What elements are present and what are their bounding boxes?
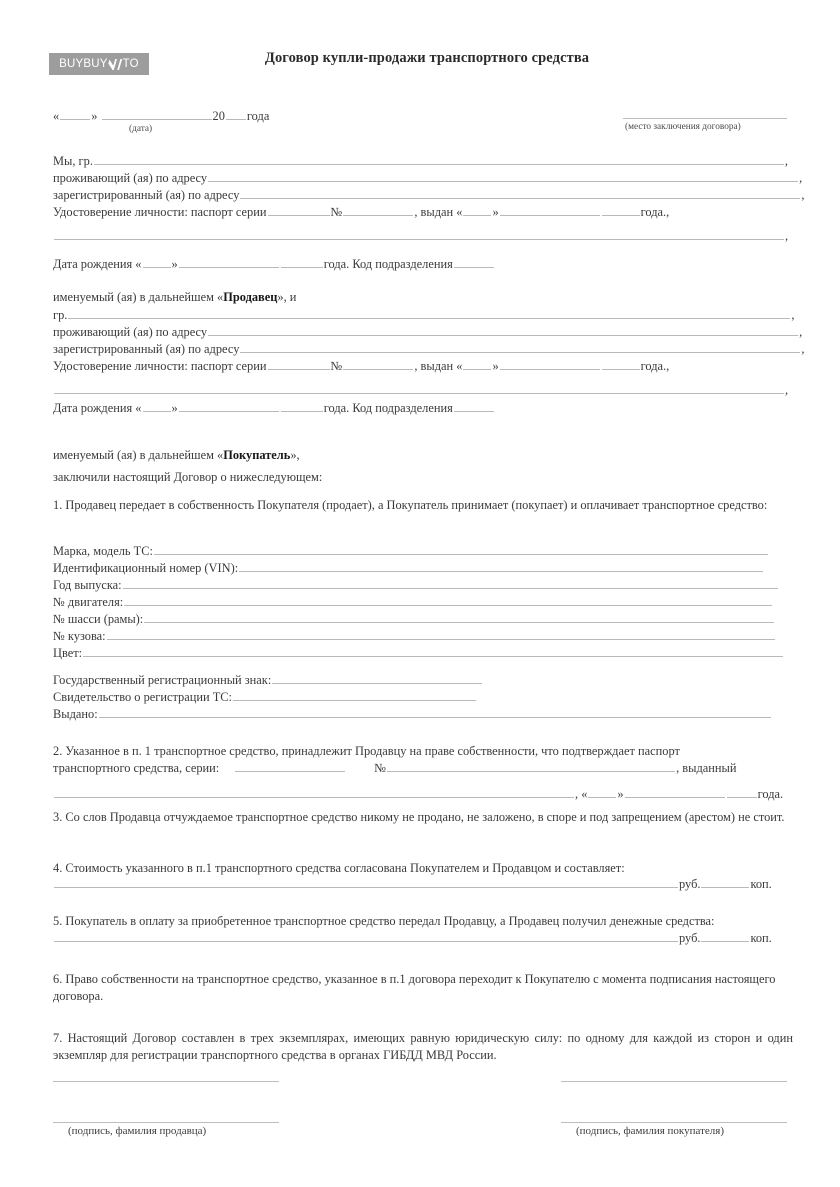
vehicle-field-chassis-blank[interactable] bbox=[144, 611, 774, 623]
seller-birth-day-blank[interactable] bbox=[143, 256, 171, 268]
seller-residing-label: проживающий (ая) по адресу bbox=[53, 171, 208, 185]
clause-2-number-sign: № bbox=[374, 761, 387, 775]
buyer-birth-quote-close: » bbox=[171, 401, 178, 415]
buyer-named-prefix: именуемый (ая) в дальнейшем « bbox=[53, 448, 224, 462]
seller-birth-line bbox=[53, 256, 495, 272]
registration-field-certificate bbox=[53, 689, 477, 705]
buyer-residing-comma: , bbox=[799, 325, 803, 339]
seller-named-suffix: », и bbox=[277, 290, 297, 304]
seller-registered-line bbox=[53, 187, 805, 203]
pts-day-blank[interactable] bbox=[588, 786, 616, 798]
seller-birth-year-word: года. Код подразделения bbox=[323, 257, 453, 271]
seller-subdivision-code-blank[interactable] bbox=[454, 256, 494, 268]
vehicle-field-body bbox=[53, 628, 776, 644]
registration-field-plate bbox=[53, 672, 483, 688]
buyer-id-line bbox=[53, 358, 669, 374]
clause-4-rub-label: руб. bbox=[679, 877, 701, 891]
seller-signature-rule-top[interactable] bbox=[53, 1081, 279, 1082]
seller-named-line bbox=[53, 290, 296, 305]
buyer-gr-label: гр. bbox=[53, 308, 68, 322]
clause-2-issued-by: , выданный bbox=[676, 761, 737, 775]
clause-2-year-word: года. bbox=[757, 787, 784, 801]
vehicle-field-body-label: № кузова: bbox=[53, 629, 106, 643]
buyer-passport-series-blank[interactable] bbox=[268, 358, 330, 370]
seller-we-label: Мы, гр. bbox=[53, 154, 93, 168]
date-quote-close: » bbox=[91, 109, 98, 123]
clause-5-kop-label: коп. bbox=[750, 931, 772, 945]
seller-birth-label: Дата рождения « bbox=[53, 257, 142, 271]
vehicle-field-vin bbox=[53, 560, 764, 576]
vehicle-field-engine bbox=[53, 594, 773, 610]
clause-2-series-label: транспортного средства, серии: bbox=[53, 761, 220, 775]
year-prefix: 20 bbox=[212, 109, 225, 123]
vehicle-field-body-blank[interactable] bbox=[107, 628, 775, 640]
vehicle-field-engine-blank[interactable] bbox=[124, 594, 772, 606]
registration-field-issued-label: Выдано: bbox=[53, 707, 98, 721]
pts-year-blank[interactable] bbox=[727, 786, 757, 798]
buyer-subdivision-code-blank[interactable] bbox=[454, 400, 494, 412]
paid-kopeck-blank[interactable] bbox=[701, 930, 749, 942]
seller-residing-comma: , bbox=[799, 171, 803, 185]
vehicle-field-brand-label: Марка, модель ТС: bbox=[53, 544, 153, 558]
vehicle-field-year-label: Год выпуска: bbox=[53, 578, 122, 592]
buyer-issued-label: , выдан « bbox=[414, 359, 463, 373]
clause-6-text: 6. Право собственности на транспортное средство, указанное в п.1 договора переходит к Покупателю с момента подписания настоящего договора. bbox=[53, 972, 776, 1003]
seller-id-line bbox=[53, 204, 669, 220]
buyer-issuer-comma: , bbox=[785, 383, 789, 397]
vehicle-field-brand bbox=[53, 543, 769, 559]
buyer-registered-label: зарегистрированный (ая) по адресу bbox=[53, 342, 240, 356]
date-quote-open: « bbox=[53, 109, 60, 123]
logo-text-left: BUYBUY bbox=[59, 58, 108, 70]
buyer-signature-caption: (подпись, фамилия покупателя) bbox=[576, 1125, 725, 1137]
buyer-issue-quote-close: » bbox=[492, 359, 499, 373]
buyer-role-label: Покупатель bbox=[223, 448, 291, 462]
seller-issue-year-word: года., bbox=[640, 205, 670, 219]
place-caption: (место заключения договора) bbox=[625, 122, 741, 132]
registration-field-plate-blank[interactable] bbox=[272, 672, 482, 684]
buyer-birth-year-blank[interactable] bbox=[281, 400, 323, 412]
date-line bbox=[53, 108, 269, 124]
clause-3-text: 3. Со слов Продавца отчуждаемое транспортное средство никому не продано, не заложено, в споре и под запрещением (арестом) не стоит. bbox=[53, 810, 785, 824]
pts-month-blank[interactable] bbox=[625, 786, 725, 798]
seller-name-blank[interactable] bbox=[94, 153, 784, 165]
seller-registered-comma: , bbox=[801, 188, 805, 202]
buyer-birth-day-blank[interactable] bbox=[143, 400, 171, 412]
seller-birth-quote-close: » bbox=[171, 257, 178, 271]
vehicle-field-chassis-label: № шасси (рамы): bbox=[53, 612, 144, 626]
clause-5-rub-label: руб. bbox=[679, 931, 701, 945]
registration-field-certificate-blank[interactable] bbox=[233, 689, 476, 701]
concluded-line: заключили настоящий Договор о нижеследующем: bbox=[53, 470, 323, 484]
seller-signature-rule[interactable] bbox=[53, 1122, 279, 1123]
vehicle-field-color-label: Цвет: bbox=[53, 646, 83, 660]
buyer-residing-blank[interactable] bbox=[208, 324, 798, 336]
clause-5-text: 5. Покупатель в оплату за приобретенное транспортное средство передал Продавцу, а Продавец получил денежные средства: bbox=[53, 914, 715, 928]
buyer-residing-line bbox=[53, 324, 802, 340]
seller-issue-day-blank[interactable] bbox=[463, 204, 491, 216]
seller-issued-label: , выдан « bbox=[414, 205, 463, 219]
vehicle-field-year-blank[interactable] bbox=[123, 577, 778, 589]
clause-2-line-1: 2. Указанное в п. 1 транспортное средство, принадлежит Продавцу на праве собственности, что подтверждает паспорт bbox=[53, 744, 680, 758]
buyer-birth-line bbox=[53, 400, 495, 416]
buyer-issue-month-blank[interactable] bbox=[500, 358, 600, 370]
seller-we-line bbox=[53, 153, 788, 169]
seller-issuer-blank[interactable] bbox=[54, 228, 784, 240]
seller-birth-month-blank[interactable] bbox=[179, 256, 279, 268]
vehicle-field-year bbox=[53, 577, 779, 593]
vehicle-field-engine-label: № двигателя: bbox=[53, 595, 124, 609]
buyer-name-blank[interactable] bbox=[68, 307, 790, 319]
date-caption: (дата) bbox=[129, 124, 153, 134]
vehicle-field-brand-blank[interactable] bbox=[154, 543, 768, 555]
buyer-issuer-line bbox=[53, 382, 788, 398]
vehicle-field-vin-label: Идентификационный номер (VIN): bbox=[53, 561, 239, 575]
document-header bbox=[0, 0, 840, 95]
buyer-birth-label: Дата рождения « bbox=[53, 401, 142, 415]
seller-role-label: Продавец bbox=[223, 290, 278, 304]
pts-issuer-blank[interactable] bbox=[54, 786, 574, 798]
seller-number-sign: № bbox=[330, 205, 343, 219]
paid-amount-blank[interactable] bbox=[54, 930, 678, 942]
seller-passport-number-blank[interactable] bbox=[343, 204, 413, 216]
buyer-registered-line bbox=[53, 341, 805, 357]
vehicle-field-color bbox=[53, 645, 784, 661]
month-blank[interactable] bbox=[102, 108, 212, 120]
clause-4-kop-label: коп. bbox=[750, 877, 772, 891]
buyer-issue-year-blank[interactable] bbox=[602, 358, 640, 370]
price-kopeck-blank[interactable] bbox=[701, 876, 749, 888]
seller-issuer-line bbox=[53, 228, 788, 244]
day-blank[interactable] bbox=[60, 108, 90, 120]
seller-named-prefix: именуемый (ая) в дальнейшем « bbox=[53, 290, 224, 304]
logo-text-right: TO bbox=[122, 58, 139, 70]
seller-registered-label: зарегистрированный (ая) по адресу bbox=[53, 188, 240, 202]
pts-series-blank[interactable] bbox=[235, 760, 345, 772]
registration-field-issued bbox=[53, 706, 772, 722]
vehicle-field-vin-blank[interactable] bbox=[239, 560, 763, 572]
buyer-passport-number-blank[interactable] bbox=[343, 358, 413, 370]
clause-5-amount-line bbox=[53, 930, 772, 946]
buyer-gr-comma: , bbox=[791, 308, 795, 322]
clause-2-line-2 bbox=[53, 760, 736, 776]
registration-field-issued-blank[interactable] bbox=[99, 706, 771, 718]
buyer-id-label: Удостоверение личности: паспорт серии bbox=[53, 359, 267, 373]
year-word: года bbox=[246, 109, 270, 123]
buyer-number-sign: № bbox=[330, 359, 343, 373]
buyer-birth-year-word: года. Код подразделения bbox=[323, 401, 453, 415]
buyer-signature-rule[interactable] bbox=[561, 1122, 787, 1123]
clause-1-text: 1. Продавец передает в собственность Покупателя (продает), а Покупатель принимает (покупает) и оплачивает транспортное средство: bbox=[53, 498, 768, 512]
registration-field-certificate-label: Свидетельство о регистрации ТС: bbox=[53, 690, 232, 704]
buyer-named-suffix: », bbox=[290, 448, 300, 462]
seller-id-label: Удостоверение личности: паспорт серии bbox=[53, 205, 267, 219]
clause-4-text: 4. Стоимость указанного в п.1 транспортного средства согласована Покупателем и Продавцом и составляет: bbox=[53, 861, 625, 875]
seller-we-comma: , bbox=[784, 154, 789, 168]
buyer-named-line bbox=[53, 448, 300, 463]
registration-field-plate-label: Государственный регистрационный знак: bbox=[53, 673, 272, 687]
place-rule[interactable] bbox=[623, 118, 787, 119]
price-amount-blank[interactable] bbox=[54, 876, 678, 888]
buyer-issue-year-word: года., bbox=[640, 359, 670, 373]
buyer-issue-day-blank[interactable] bbox=[463, 358, 491, 370]
vehicle-field-chassis bbox=[53, 611, 775, 627]
clause-2-quote-open: , « bbox=[575, 787, 588, 801]
seller-signature-caption: (подпись, фамилия продавца) bbox=[68, 1125, 207, 1137]
clause-2-line-3 bbox=[53, 786, 783, 802]
clause-4-amount-line bbox=[53, 876, 772, 892]
clause-7-text: 7. Настоящий Договор составлен в трех экземплярах, имеющих равную юридическую силу: по одному для каждой из сторон и один экземпляр для регистрации транспортного средства в органах ГИБДД МВД России. bbox=[53, 1031, 793, 1062]
seller-passport-series-blank[interactable] bbox=[268, 204, 330, 216]
buyer-birth-month-blank[interactable] bbox=[179, 400, 279, 412]
seller-issue-month-blank[interactable] bbox=[500, 204, 600, 216]
seller-issuer-comma: , bbox=[785, 229, 789, 243]
seller-residing-blank[interactable] bbox=[208, 170, 798, 182]
seller-issue-quote-close: » bbox=[492, 205, 499, 219]
vehicle-field-color-blank[interactable] bbox=[83, 645, 783, 657]
seller-registered-blank[interactable] bbox=[240, 187, 800, 199]
buyer-gr-line bbox=[53, 307, 795, 323]
clause-2-quote-close: » bbox=[617, 787, 624, 801]
buyer-registered-comma: , bbox=[801, 342, 805, 356]
seller-issue-year-blank[interactable] bbox=[602, 204, 640, 216]
buyer-signature-rule-top[interactable] bbox=[561, 1081, 787, 1082]
buyer-registered-blank[interactable] bbox=[240, 341, 800, 353]
seller-birth-year-blank[interactable] bbox=[281, 256, 323, 268]
seller-residing-line bbox=[53, 170, 802, 186]
pts-number-blank[interactable] bbox=[387, 760, 675, 772]
buyer-issuer-blank[interactable] bbox=[54, 382, 784, 394]
page-title: Договор купли-продажи транспортного средства bbox=[264, 50, 590, 66]
buyer-residing-label: проживающий (ая) по адресу bbox=[53, 325, 208, 339]
year-blank[interactable] bbox=[226, 108, 246, 120]
